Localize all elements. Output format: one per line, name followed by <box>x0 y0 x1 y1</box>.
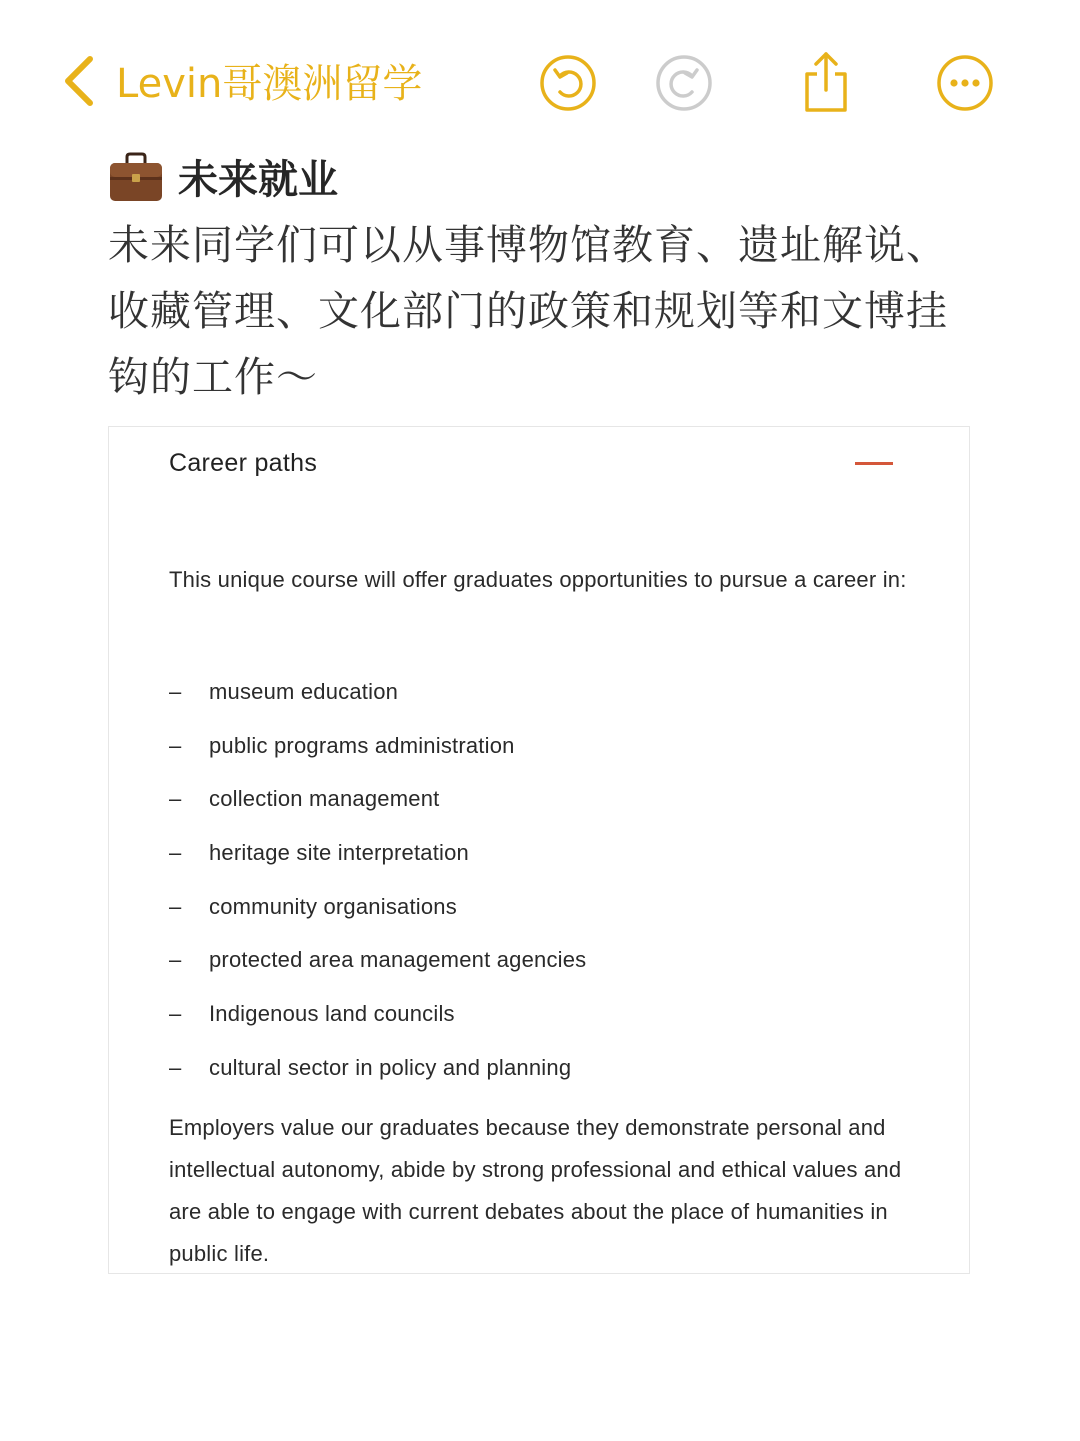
dash-icon: – <box>169 1000 182 1026</box>
card-intro: This unique course will offer graduates opportunities to pursue a career in: <box>169 567 907 592</box>
list-item-text: protected area management agencies <box>209 947 587 973</box>
list-item <box>169 880 586 934</box>
career-list <box>169 665 586 1095</box>
list-item <box>169 665 586 719</box>
list-item <box>169 987 586 1041</box>
undo-icon <box>539 54 597 112</box>
dash-icon: – <box>169 839 182 865</box>
list-item <box>169 719 586 773</box>
card-title: Career paths <box>169 449 318 477</box>
list-item <box>169 826 586 880</box>
dash-icon: – <box>169 732 182 758</box>
redo-button[interactable] <box>655 54 713 112</box>
dash-icon: – <box>169 786 182 812</box>
share-button[interactable] <box>797 50 855 108</box>
redo-icon <box>655 54 713 112</box>
more-icon <box>936 54 994 112</box>
briefcase-icon <box>108 151 164 203</box>
list-item-text: cultural sector in policy and planning <box>209 1054 572 1080</box>
back-button[interactable] <box>58 52 422 109</box>
list-item-text: museum education <box>209 678 399 704</box>
list-item-text: heritage site interpretation <box>209 839 469 865</box>
list-item <box>169 772 586 826</box>
undo-button[interactable] <box>539 54 597 112</box>
collapse-toggle[interactable] <box>855 453 893 475</box>
career-paths-card <box>108 426 970 1274</box>
more-button[interactable] <box>936 54 994 112</box>
list-item-text: community organisations <box>209 893 457 919</box>
list-item <box>169 1041 586 1095</box>
list-item-text: public programs administration <box>209 732 515 758</box>
dash-icon: – <box>169 1054 182 1080</box>
list-item <box>169 933 586 987</box>
share-icon <box>797 50 855 114</box>
dash-icon: – <box>169 678 182 704</box>
top-nav-bar <box>0 0 1080 160</box>
dash-icon: – <box>169 893 182 919</box>
minus-icon <box>855 462 893 465</box>
nav-title: Levin哥澳洲留学 <box>116 61 423 107</box>
note-heading-text: 未来就业 <box>178 157 338 203</box>
note-heading <box>108 148 338 205</box>
card-outro: Employers value our graduates because they demonstrate personal and intellectual autonomy, abide by strong professional and ethical values and are able to engage with current debates about the place of humanities in public life. <box>169 1115 902 1266</box>
chevron-left-icon <box>58 53 98 109</box>
list-item-text: collection management <box>209 786 440 812</box>
dash-icon: – <box>169 947 182 973</box>
note-paragraph: 未来同学们可以从事博物馆教育、遗址解说、收藏管理、文化部门的政策和规划等和文博挂钩的工作～ <box>108 221 948 401</box>
list-item-text: Indigenous land councils <box>209 1000 455 1026</box>
